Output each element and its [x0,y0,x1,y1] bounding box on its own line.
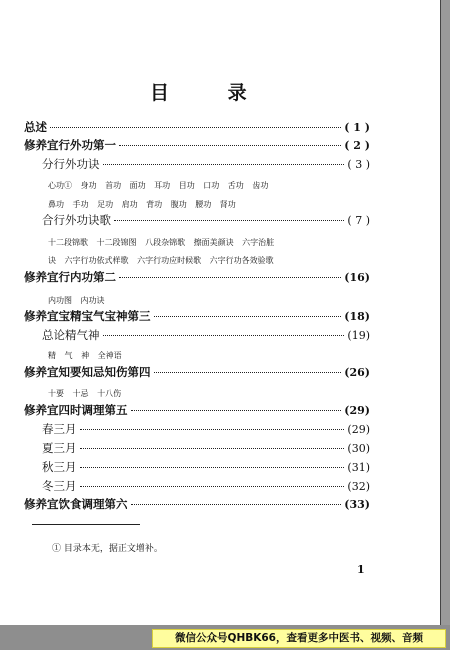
toc-entry-label: 总述 [24,120,47,134]
leader-dots [80,429,345,430]
toc-entry-page: (26) [344,366,370,379]
toc-entry-page: ( 2 ) [344,139,370,152]
toc-entry-label: 冬三月 [42,479,77,493]
toc-entry-page: (19) [347,329,370,342]
toc-entry-label: 修养宜宝精宝气宝神第三 [24,309,151,323]
page-title: 目 录 [150,82,273,104]
toc-subitems: 心功① 身功 首功 面功 耳功 目功 口功 舌功 齿功 [48,181,269,190]
toc-entry-section [42,459,370,475]
toc-entry-chapter-3 [24,308,370,324]
toc-entry-page: (16) [344,271,370,284]
toc-entry-label: 总论精气神 [42,328,100,342]
toc-entry-label: 合行外功诀歌 [42,213,111,227]
toc-subitems: 精 气 神 全神语 [48,351,122,360]
leader-dots [154,316,342,317]
leader-dots [103,335,345,336]
toc-entry-label: 修养宜行外功第一 [24,138,116,152]
toc-entry-page: (18) [344,310,370,323]
toc-entry-page: (29) [347,423,370,436]
leader-dots [154,372,342,373]
toc-subitems: 十要 十忌 十八伤 [48,389,122,398]
toc-entry-page: (33) [344,498,370,511]
footnote-rule [32,524,140,525]
toc-entry-section [42,478,370,494]
toc-entry-label: 春三月 [42,422,77,436]
toc-entry-page: ( 3 ) [347,158,370,171]
toc-entry-page: (29) [344,404,370,417]
toc-entry-section [42,327,370,343]
toc-entry-label: 秋三月 [42,460,77,474]
toc-subitems: 鼻功 手功 足功 肩功 背功 腹功 腰功 肾功 [48,200,236,209]
leader-dots [103,164,345,165]
footnote: ① 目录本无，据正文增补。 [52,544,163,554]
toc-entry-chapter-1 [24,137,370,153]
leader-dots [50,127,341,128]
toc-entry-chapter-6 [24,496,370,512]
leader-dots [119,145,341,146]
toc-entry-label: 修养宜知要知忌知伤第四 [24,365,151,379]
leader-dots [80,448,345,449]
toc-entry-page: (31) [347,461,370,474]
toc-entry-label: 夏三月 [42,441,77,455]
leader-dots [80,486,345,487]
toc-entry-section [42,440,370,456]
toc-entry-page: ( 1 ) [344,121,370,134]
toc-entry-label: 修养宜四时调理第五 [24,403,128,417]
toc-entry-page: ( 7 ) [347,214,370,227]
page-number: 1 [357,563,365,576]
toc-entry-section [42,421,370,437]
leader-dots [119,277,341,278]
toc-subitems: 十二段锦歌 十二段锦图 八段杂锦歌 擦面美颜诀 六字治脏 [48,238,275,247]
scan-edge [440,0,450,627]
toc-entry-chapter-2 [24,269,370,285]
toc-entry-label: 修养宜行内功第二 [24,270,116,284]
toc-subitems: 诀 六字行功依式样歌 六字行功应时候歌 六字行功各效验歌 [48,256,274,265]
toc-entry-chapter-5 [24,402,370,418]
watermark-banner: 微信公众号QHBK66，查看更多中医书、视频、音频 [152,629,446,648]
toc-entry-page: (32) [347,480,370,493]
toc-entry-page: (30) [347,442,370,455]
toc-entry-section [42,156,370,172]
toc-entry-label: 修养宜饮食调理第六 [24,497,128,511]
toc-entry-label: 分行外功诀 [42,157,100,171]
leader-dots [80,467,345,468]
toc-subitems: 内功图 内功诀 [48,296,105,305]
toc-entry-section [42,212,370,228]
leader-dots [131,504,342,505]
leader-dots [114,220,344,221]
toc-entry-chapter-4 [24,364,370,380]
toc-entry-overview [24,119,370,135]
leader-dots [131,410,342,411]
